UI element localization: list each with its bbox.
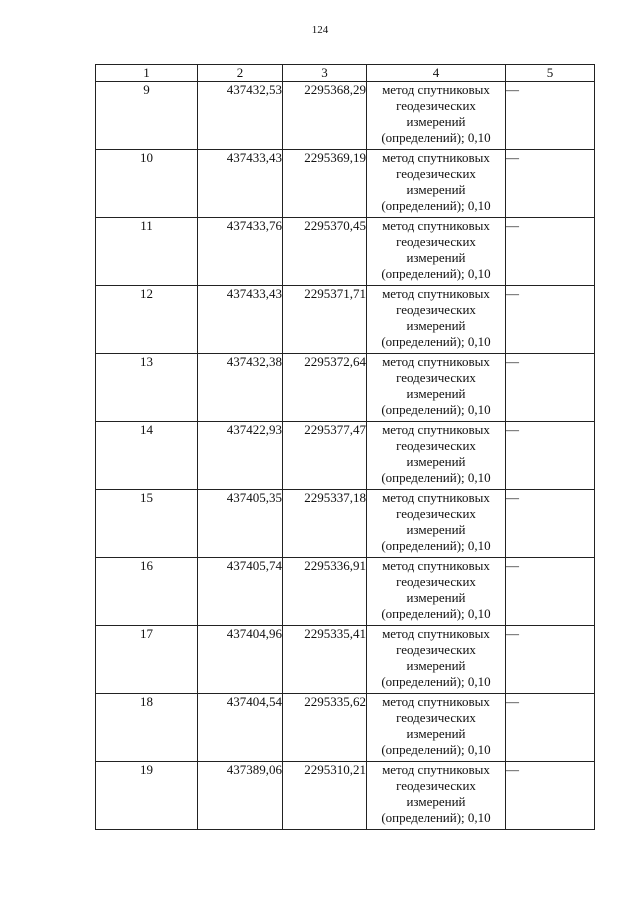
- table-row: [96, 626, 595, 694]
- table-row: [96, 82, 595, 150]
- x-coordinate-cell: 437433,76: [198, 218, 283, 286]
- y-coordinate-cell: 2295335,62: [283, 694, 367, 762]
- method-cell: метод спутниковых геодезических измерений (определений); 0,10: [367, 422, 506, 490]
- x-coordinate-cell: 437432,38: [198, 354, 283, 422]
- method-cell: метод спутниковых геодезических измерений (определений); 0,10: [367, 354, 506, 422]
- column-header-3: 3: [283, 65, 367, 82]
- point-number-cell: 18: [96, 694, 198, 762]
- footer-scan-mark: [365, 898, 635, 901]
- y-coordinate-cell: 2295368,29: [283, 82, 367, 150]
- y-coordinate-cell: 2295336,91: [283, 558, 367, 626]
- y-coordinate-cell: 2295370,45: [283, 218, 367, 286]
- method-cell: метод спутниковых геодезических измерений (определений); 0,10: [367, 694, 506, 762]
- point-number-cell: 12: [96, 286, 198, 354]
- note-cell: —: [506, 218, 595, 286]
- point-number-cell: 13: [96, 354, 198, 422]
- method-cell: метод спутниковых геодезических измерений (определений); 0,10: [367, 626, 506, 694]
- point-number-cell: 14: [96, 422, 198, 490]
- y-coordinate-cell: 2295337,18: [283, 490, 367, 558]
- method-cell: метод спутниковых геодезических измерений (определений); 0,10: [367, 762, 506, 830]
- x-coordinate-cell: 437433,43: [198, 150, 283, 218]
- note-cell: —: [506, 422, 595, 490]
- table-header-row: [96, 65, 595, 82]
- point-number-cell: 15: [96, 490, 198, 558]
- note-cell: —: [506, 490, 595, 558]
- column-header-4: 4: [367, 65, 506, 82]
- x-coordinate-cell: 437422,93: [198, 422, 283, 490]
- x-coordinate-cell: 437405,35: [198, 490, 283, 558]
- x-coordinate-cell: 437404,96: [198, 626, 283, 694]
- note-cell: —: [506, 626, 595, 694]
- x-coordinate-cell: 437405,74: [198, 558, 283, 626]
- column-header-1: 1: [96, 65, 198, 82]
- column-header-2: 2: [198, 65, 283, 82]
- y-coordinate-cell: 2295371,71: [283, 286, 367, 354]
- x-coordinate-cell: 437404,54: [198, 694, 283, 762]
- note-cell: —: [506, 354, 595, 422]
- table-row: [96, 422, 595, 490]
- table-row: [96, 558, 595, 626]
- x-coordinate-cell: 437433,43: [198, 286, 283, 354]
- x-coordinate-cell: 437432,53: [198, 82, 283, 150]
- note-cell: —: [506, 762, 595, 830]
- y-coordinate-cell: 2295310,21: [283, 762, 367, 830]
- y-coordinate-cell: 2295377,47: [283, 422, 367, 490]
- point-number-cell: 19: [96, 762, 198, 830]
- point-number-cell: 9: [96, 82, 198, 150]
- page-number: 124: [311, 24, 329, 36]
- note-cell: —: [506, 82, 595, 150]
- table-row: [96, 150, 595, 218]
- method-cell: метод спутниковых геодезических измерений (определений); 0,10: [367, 150, 506, 218]
- table-row: [96, 694, 595, 762]
- y-coordinate-cell: 2295369,19: [283, 150, 367, 218]
- table-row: [96, 490, 595, 558]
- point-number-cell: 11: [96, 218, 198, 286]
- method-cell: метод спутниковых геодезических измерений (определений); 0,10: [367, 82, 506, 150]
- x-coordinate-cell: 437389,06: [198, 762, 283, 830]
- note-cell: —: [506, 558, 595, 626]
- point-number-cell: 16: [96, 558, 198, 626]
- y-coordinate-cell: 2295372,64: [283, 354, 367, 422]
- note-cell: —: [506, 150, 595, 218]
- column-header-5: 5: [506, 65, 595, 82]
- coordinates-table: [95, 64, 595, 830]
- point-number-cell: 10: [96, 150, 198, 218]
- method-cell: метод спутниковых геодезических измерений (определений); 0,10: [367, 558, 506, 626]
- method-cell: метод спутниковых геодезических измерений (определений); 0,10: [367, 490, 506, 558]
- table-row: [96, 218, 595, 286]
- table-row: [96, 354, 595, 422]
- table-row: [96, 286, 595, 354]
- y-coordinate-cell: 2295335,41: [283, 626, 367, 694]
- note-cell: —: [506, 286, 595, 354]
- note-cell: —: [506, 694, 595, 762]
- table-row: [96, 762, 595, 830]
- method-cell: метод спутниковых геодезических измерений (определений); 0,10: [367, 218, 506, 286]
- point-number-cell: 17: [96, 626, 198, 694]
- method-cell: метод спутниковых геодезических измерений (определений); 0,10: [367, 286, 506, 354]
